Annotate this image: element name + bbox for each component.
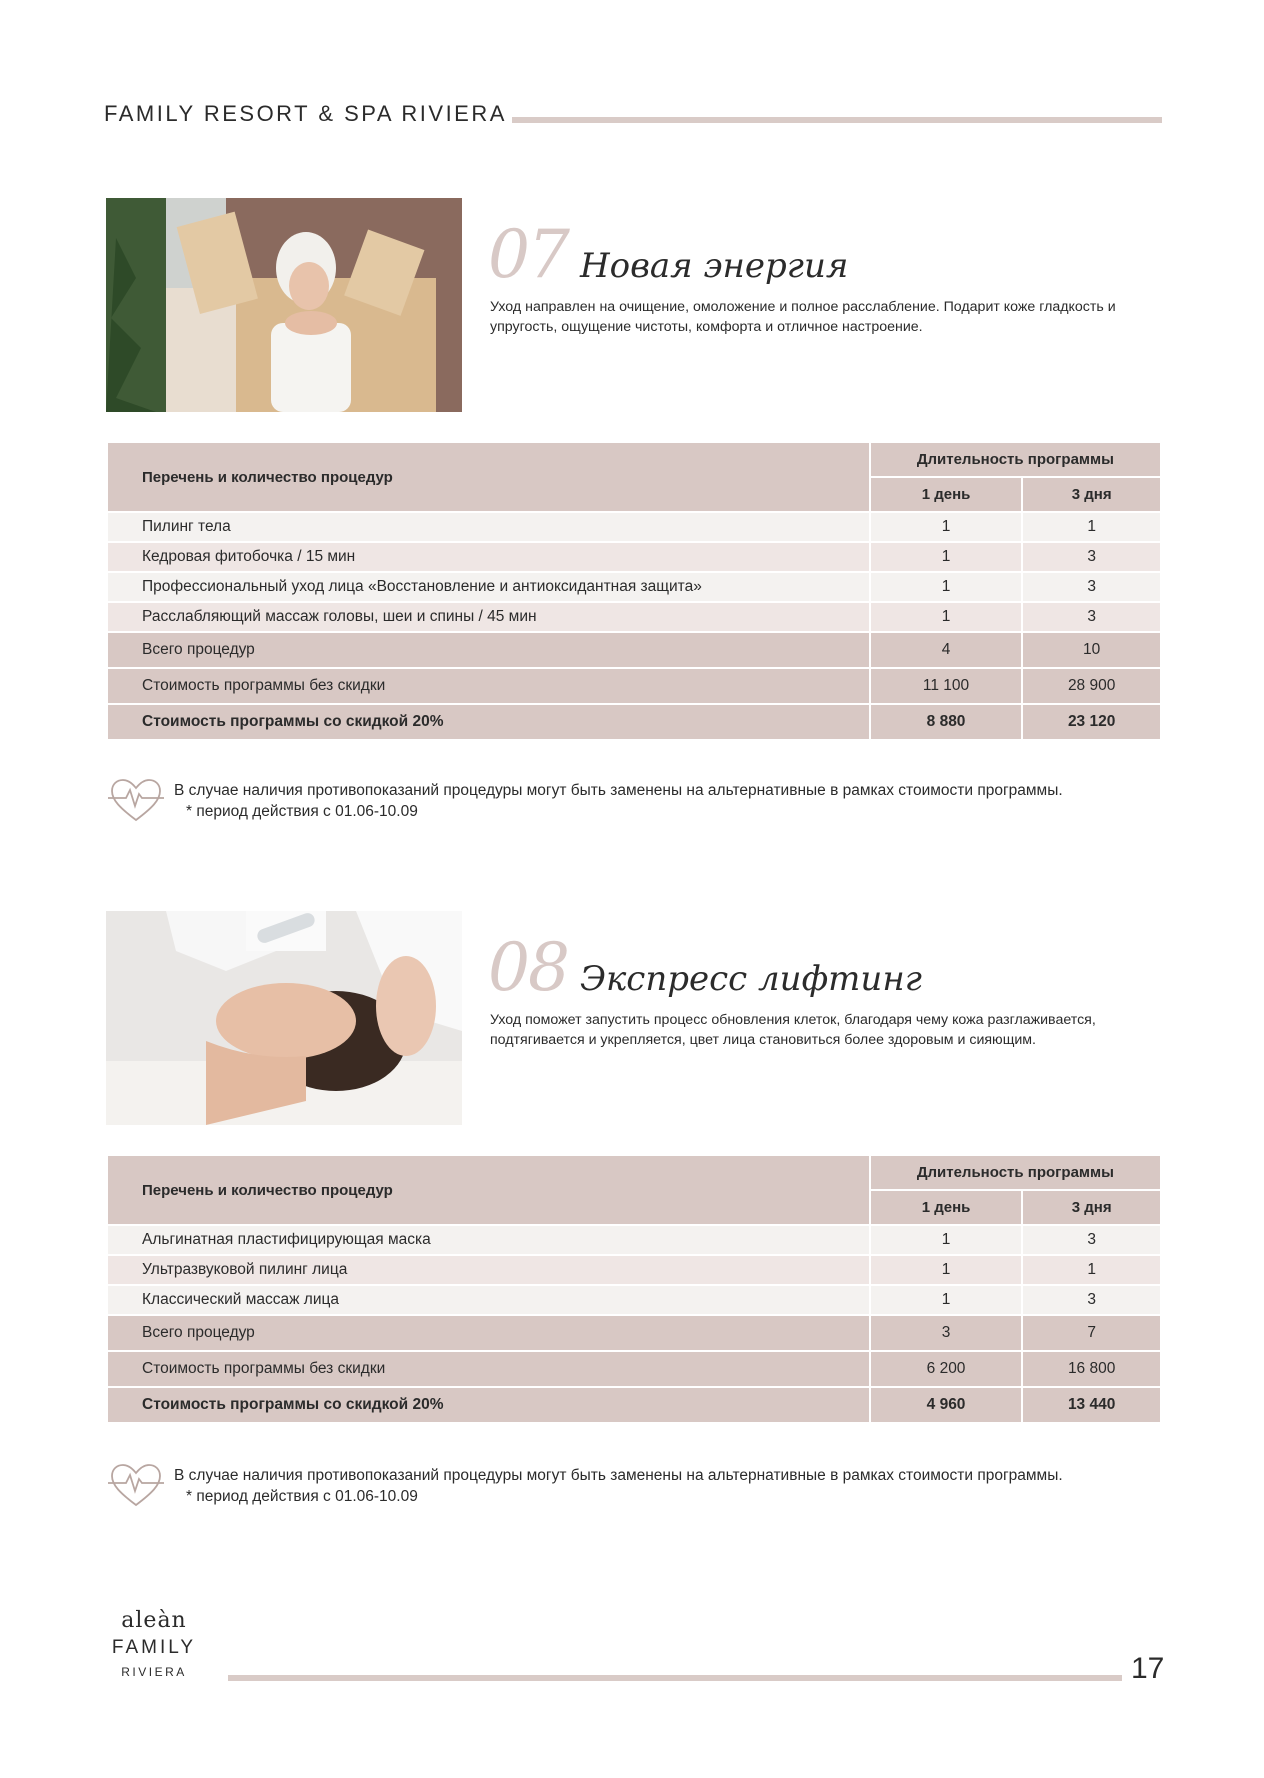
note-text: В случае наличия противопоказаний процедуры могут быть заменены на альтернативные в рамках стоимости программы. xyxy=(174,782,1063,799)
discount-3days: 23 120 xyxy=(1022,704,1161,740)
table-row xyxy=(107,512,1161,542)
value-3days: 3 xyxy=(1022,1225,1161,1255)
price-1day: 6 200 xyxy=(870,1351,1023,1387)
program-description: Уход поможет запустить процесс обновления клеток, благодаря чему кожа разглаживается, подтягивается и укрепляется, цвет лица становиться более здоровым и сияющим. xyxy=(490,1012,1096,1048)
program-number: 08 xyxy=(488,929,568,1006)
table-row xyxy=(107,1255,1161,1285)
price-3days: 16 800 xyxy=(1022,1351,1161,1387)
discount-1day: 8 880 xyxy=(870,704,1023,740)
discount-1day: 4 960 xyxy=(870,1387,1023,1423)
procedure-name: Профессиональный уход лица «Восстановление и антиоксидантная защита» xyxy=(107,572,870,602)
price-label: Стоимость программы без скидки xyxy=(107,1351,870,1387)
logo-riviera: RIVIERA xyxy=(121,1665,187,1679)
discount-label: Стоимость программы со скидкой 20% xyxy=(107,704,870,740)
program-07-table xyxy=(106,441,1162,741)
total-label: Всего процедур xyxy=(107,1315,870,1351)
total-label: Всего процедур xyxy=(107,632,870,668)
value-1day: 1 xyxy=(870,572,1023,602)
procedure-name: Альгинатная пластифицирующая маска xyxy=(107,1225,870,1255)
value-1day: 1 xyxy=(870,602,1023,632)
table-row xyxy=(107,1225,1161,1255)
col-1day-header: 1 день xyxy=(870,1190,1023,1225)
procedure-name: Пилинг тела xyxy=(107,512,870,542)
total-procedures-row xyxy=(107,1315,1161,1351)
table-row xyxy=(107,1285,1161,1315)
table-row xyxy=(107,572,1161,602)
page-number: 17 xyxy=(1131,1652,1165,1685)
procedure-name: Кедровая фитобочка / 15 мин xyxy=(107,542,870,572)
value-3days: 3 xyxy=(1022,602,1161,632)
discount-price-row xyxy=(107,704,1161,740)
col-duration-header: Длительность программы xyxy=(870,1155,1161,1190)
table-row xyxy=(107,542,1161,572)
procedure-name: Расслабляющий массаж головы, шеи и спины / 45 мин xyxy=(107,602,870,632)
value-3days: 3 xyxy=(1022,1285,1161,1315)
total-3days: 10 xyxy=(1022,632,1161,668)
table-row xyxy=(107,602,1161,632)
brand-logo xyxy=(104,1608,204,1679)
procedure-name: Классический массаж лица xyxy=(107,1285,870,1315)
page-header-title: FAMILY RESORT & SPA RIVIERA xyxy=(104,101,507,126)
footer-divider xyxy=(228,1675,1122,1681)
heart-pulse-icon xyxy=(106,1461,166,1509)
value-1day: 1 xyxy=(870,512,1023,542)
value-1day: 1 xyxy=(870,1285,1023,1315)
price-row xyxy=(107,1351,1161,1387)
note-text: В случае наличия противопоказаний процедуры могут быть заменены на альтернативные в рамках стоимости программы. xyxy=(174,1467,1063,1484)
total-3days: 7 xyxy=(1022,1315,1161,1351)
total-procedures-row xyxy=(107,632,1161,668)
col-procedures-header: Перечень и количество процедур xyxy=(107,1155,870,1225)
program-number: 07 xyxy=(488,216,568,293)
procedure-name: Ультразвуковой пилинг лица xyxy=(107,1255,870,1285)
value-3days: 3 xyxy=(1022,542,1161,572)
col-3days-header: 3 дня xyxy=(1022,1190,1161,1225)
value-3days: 1 xyxy=(1022,1255,1161,1285)
col-procedures-header: Перечень и количество процедур xyxy=(107,442,870,512)
value-3days: 1 xyxy=(1022,512,1161,542)
logo-alean: aleàn xyxy=(121,1608,187,1633)
program-title: Новая энергия xyxy=(579,246,849,286)
program-description: Уход направлен на очищение, омоложение и полное расслабление. Подарит коже гладкость и упругость, ощущение чистоты, комфорта и отличное настроение. xyxy=(490,299,1116,335)
program-08-table xyxy=(106,1154,1162,1424)
discount-label: Стоимость программы со скидкой 20% xyxy=(107,1387,870,1423)
program-07-photo xyxy=(106,198,462,412)
price-label: Стоимость программы без скидки xyxy=(107,668,870,704)
total-1day: 4 xyxy=(870,632,1023,668)
header-divider xyxy=(512,117,1162,123)
value-1day: 1 xyxy=(870,542,1023,572)
value-3days: 3 xyxy=(1022,572,1161,602)
col-1day-header: 1 день xyxy=(870,477,1023,512)
program-title: Экспресс лифтинг xyxy=(579,959,922,999)
discount-price-row xyxy=(107,1387,1161,1423)
validity-text: * период действия с 01.06-10.09 xyxy=(186,803,418,820)
discount-3days: 13 440 xyxy=(1022,1387,1161,1423)
value-1day: 1 xyxy=(870,1255,1023,1285)
price-1day: 11 100 xyxy=(870,668,1023,704)
program-08-photo xyxy=(106,911,462,1125)
col-duration-header: Длительность программы xyxy=(870,442,1161,477)
price-3days: 28 900 xyxy=(1022,668,1161,704)
price-row xyxy=(107,668,1161,704)
col-3days-header: 3 дня xyxy=(1022,477,1161,512)
heart-pulse-icon xyxy=(106,776,166,824)
value-1day: 1 xyxy=(870,1225,1023,1255)
validity-text: * период действия с 01.06-10.09 xyxy=(186,1488,418,1505)
logo-family: FAMILY xyxy=(111,1637,197,1658)
program-07-heading xyxy=(488,216,849,293)
program-08-heading xyxy=(488,929,922,1006)
total-1day: 3 xyxy=(870,1315,1023,1351)
